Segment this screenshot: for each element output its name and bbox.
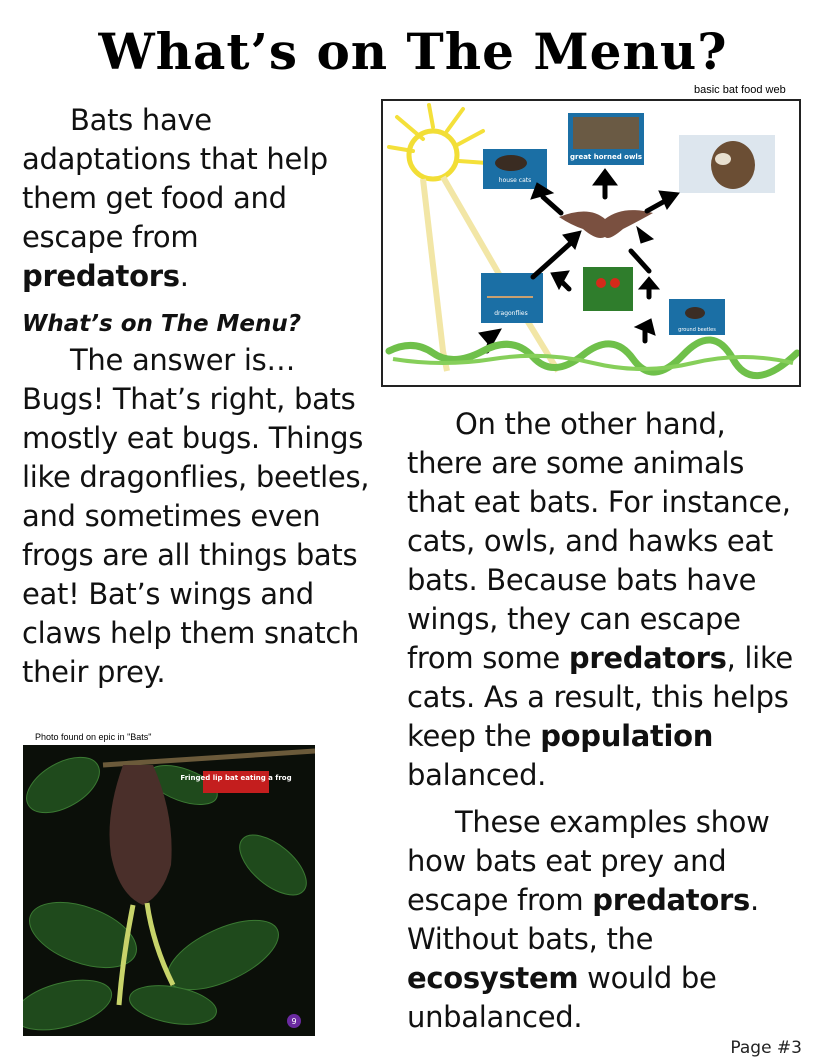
- photo-caption: Photo found on epic in "Bats": [35, 732, 152, 742]
- intro-text-end: .: [179, 259, 189, 293]
- predators-paragraph: [407, 405, 807, 795]
- conclusion-text-3: would be unbalanced.: [407, 961, 717, 1034]
- food-web-drawing: [383, 101, 801, 387]
- beetles-label: ground beetles: [678, 327, 716, 333]
- keyword-population: population: [540, 719, 714, 753]
- predators-text-1: On the other hand, there are some animals that eat bats. For instance, cats, owls, and hawks eat bats. Because bats have wings, they can escape from some: [407, 407, 791, 675]
- bat-photo-drawing: [23, 745, 315, 1036]
- sun-icon: [409, 131, 457, 179]
- conclusion-text-2: . Without bats, the: [407, 883, 759, 956]
- menu-text: The answer is… Bugs! That’s right, bats mostly eat bugs. Things like dragonflies, beetles, and sometimes even frogs are all things bats eat! Bat’s wings and claws help them snatch their prey.: [22, 343, 370, 689]
- photo-page-badge: 9: [291, 1017, 297, 1026]
- keyword-ecosystem: ecosystem: [407, 961, 579, 995]
- predators-text-2: , like cats. As a result, this helps keep the: [407, 641, 793, 753]
- page-title: What’s on The Menu?: [98, 22, 728, 81]
- food-web-image: [381, 99, 801, 387]
- svg-text:Fringed lip bat eating a frog: [180, 774, 291, 782]
- intro-text: Bats have adaptations that help them get food and escape from: [22, 103, 328, 254]
- page-number: Page #3: [730, 1038, 802, 1058]
- conclusion-text-1: These examples show how bats eat prey and escape from: [407, 805, 770, 917]
- bat-photo: [23, 745, 315, 1036]
- dragonflies-label: dragonflies: [494, 310, 528, 317]
- intro-paragraph: [22, 101, 372, 296]
- keyword-predators: predators: [592, 883, 750, 917]
- keyword-predators: predators: [22, 259, 180, 293]
- menu-paragraph: [22, 341, 374, 692]
- photo-label: Fringed lip bat eating a frog: [180, 774, 292, 782]
- subheading: What’s on The Menu?: [22, 311, 302, 337]
- predators-text-3: balanced.: [407, 758, 547, 792]
- keyword-predators: predators: [568, 641, 727, 675]
- food-web-caption: basic bat food web: [694, 84, 786, 96]
- owls-label: great horned owls: [570, 153, 642, 161]
- cats-label: house cats: [498, 177, 532, 184]
- conclusion-paragraph: [407, 803, 807, 1037]
